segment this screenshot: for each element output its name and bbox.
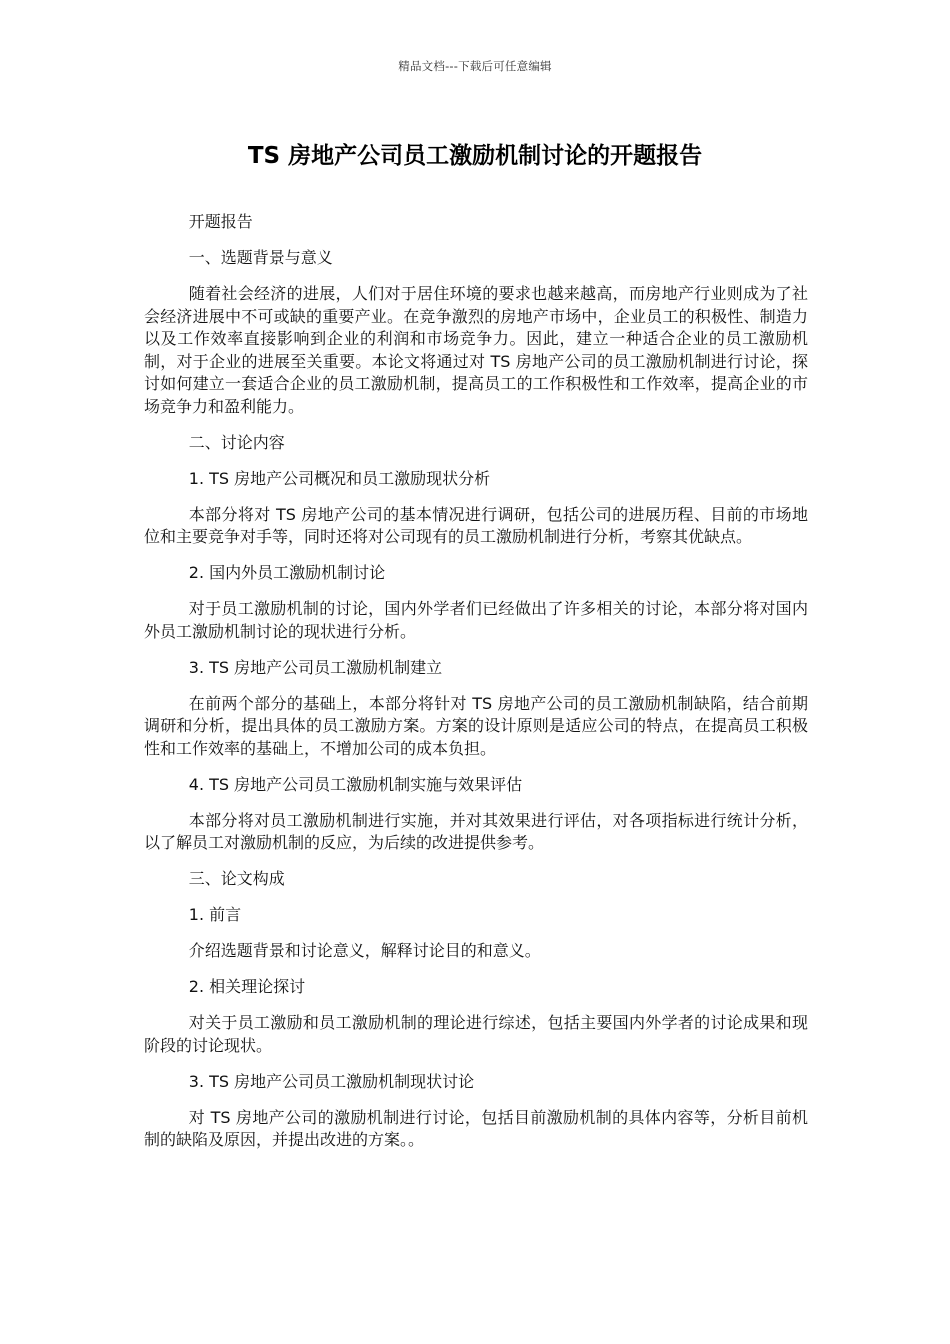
paragraph-background: 随着社会经济的进展，人们对于居住环境的要求也越来越高，而房地产行业则成为了社会经济进展中不可或缺的重要产业。在竞争激烈的房地产市场中，企业员工的积极性、制造力以及工作效率直接影响到企业的利润和市场竞争力。因此，建立一种适合企业的员工激励机制，对于企业的进展至关重要。本论文将通过对 TS 房地产公司的员工激励机制进行讨论，探讨如何建立一套适合企业的员工激励机制，提高员工的工作积极性和工作效率，提高企业的市场竞争力和盈利能力。: [144, 284, 808, 416]
paragraph-company-overview: 本部分将对 TS 房地产公司的基本情况进行调研，包括公司的进展历程、目前的市场地位和主要竞争对手等，同时还将对公司现有的员工激励机制进行分析，考察其优缺点。: [144, 504, 808, 546]
paragraph-theory: 对关于员工激励和员工激励机制的理论进行综述，包括主要国内外学者的讨论成果和现阶段的讨论现状。: [144, 1013, 808, 1055]
paragraph-domestic-foreign: 对于员工激励机制的讨论，国内外学者们已经做出了许多相关的讨论，本部分将对国内外员工激励机制讨论的现状进行分析。: [144, 599, 808, 641]
subheading-theory: 2. 相关理论探讨: [188, 977, 306, 996]
subheading-preface: 1. 前言: [188, 905, 242, 924]
paragraph-implementation: 本部分将对员工激励机制进行实施，并对其效果进行评估，对各项指标进行统计分析，以了解员工对激励机制的反应，为后续的改进提供参考。: [144, 810, 808, 852]
paragraph-status: 对 TS 房地产公司的激励机制进行讨论，包括目前激励机制的具体内容等，分析目前机制的缺陷及原因，并提出改进的方案。。: [144, 1107, 808, 1149]
document-body: [144, 211, 808, 1165]
section-heading-structure: 三、论文构成: [188, 869, 285, 888]
page-header-note: 精品文档---下载后可任意编辑: [398, 59, 552, 73]
subheading-status: 3. TS 房地产公司员工激励机制现状讨论: [188, 1071, 475, 1091]
subheading-company-overview: 1. TS 房地产公司概况和员工激励现状分析: [188, 468, 491, 488]
paragraph-report-label: 开题报告: [188, 212, 253, 231]
document-title: TS 房地产公司员工激励机制讨论的开题报告: [247, 143, 703, 169]
paragraph-preface: 介绍选题背景和讨论意义，解释讨论目的和意义。: [188, 941, 541, 960]
section-heading-background: 一、选题背景与意义: [188, 248, 333, 267]
section-heading-content: 二、讨论内容: [188, 432, 285, 452]
subheading-domestic-foreign: 2. 国内外员工激励机制讨论: [188, 563, 386, 582]
subheading-implementation: 4. TS 房地产公司员工激励机制实施与效果评估: [188, 774, 523, 794]
subheading-mechanism-build: 3. TS 房地产公司员工激励机制建立: [188, 657, 443, 677]
paragraph-mechanism-build: 在前两个部分的基础上，本部分将针对 TS 房地产公司的员工激励机制缺陷，结合前期调研和分析，提出具体的员工激励方案。方案的设计原则是适应公司的特点，在提高员工积极性和工作效率的基础上，不增加公司的成本负担。: [144, 693, 808, 758]
